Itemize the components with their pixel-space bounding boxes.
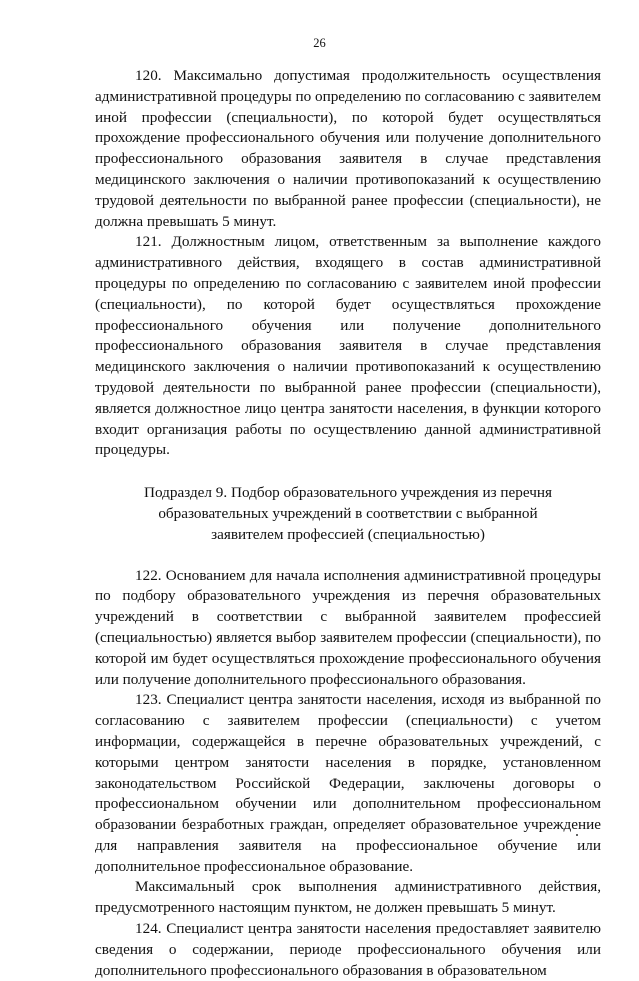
- subsection-heading-line-3: заявителем профессией (специальностью): [211, 525, 485, 543]
- page-number: 26: [313, 36, 326, 50]
- subsection-heading-line-1: Подраздел 9. Подбор образовательного учреждения из перечня: [144, 484, 552, 502]
- subsection-heading: [95, 483, 601, 545]
- document-body: [95, 66, 601, 981]
- paragraph-123-term: Максимальный срок выполнения административного действия, предусмотренного настоящим пунктом, не должен превышать 5 минут.: [95, 878, 601, 917]
- paragraph-124: 124. Специалист центра занятости населения предоставляет заявителю сведения о содержании, периоде профессионального обучения или дополнительного профессионального образования в образовательном: [95, 920, 601, 979]
- scan-artifact-dot: [576, 834, 578, 836]
- subsection-heading-line-2: образовательных учреждений в соответствии с выбранной: [158, 504, 538, 522]
- paragraph-120: 120. Максимально допустимая продолжительность осуществления административной процедуры по определению по согласованию с заявителем иной профессии (специальности), по которой будет осуществляться прохождение профессионального обучения или получение дополнительного профессионального образования заявителя в случае представления медицинского заключения о наличии противопоказаний к осуществлению трудовой деятельности по выбранной ранее профессии (специальности), не должна превышать 5 минут.: [95, 67, 601, 230]
- paragraph-123: 123. Специалист центра занятости населения, исходя из выбранной по согласованию с заявителем профессии (специальности) с учетом информации, содержащейся в перечне образовательных учреждений, с которыми центром занятости населения в порядке, установленном законодательством Российской Федерации, заключены договоры о профессиональном обучении или дополнительном профессиональном образовании безработных граждан, определяет образовательное учреждение для направления заявителя на профессиональное обучение или дополнительное профессиональное образование.: [95, 691, 601, 875]
- paragraph-122: 122. Основанием для начала исполнения административной процедуры по подбору образовательного учреждения из перечня образовательных учреждений в соответствии с выбранной заявителем профессией (специальностью) является выбор заявителем профессии (специальности), по которой им будет осуществляться прохождение профессионального обучения или получение дополнительного профессионального образования.: [95, 566, 601, 688]
- paragraph-121: 121. Должностным лицом, ответственным за выполнение каждого административного действия, входящего в состав административной процедуры по определению по согласованию с заявителем иной профессии (специальности), по которой будет осуществляться прохождение профессионального обучения или получение дополнительного профессионального образования заявителя в случае представления медицинского заключения о наличии противопоказаний к осуществлению трудовой деятельности по выбранной ранее профессии (специальности), является должностное лицо центра занятости населения, в функции которого входит организация работы по осуществлению данной административной процедуры.: [95, 233, 601, 459]
